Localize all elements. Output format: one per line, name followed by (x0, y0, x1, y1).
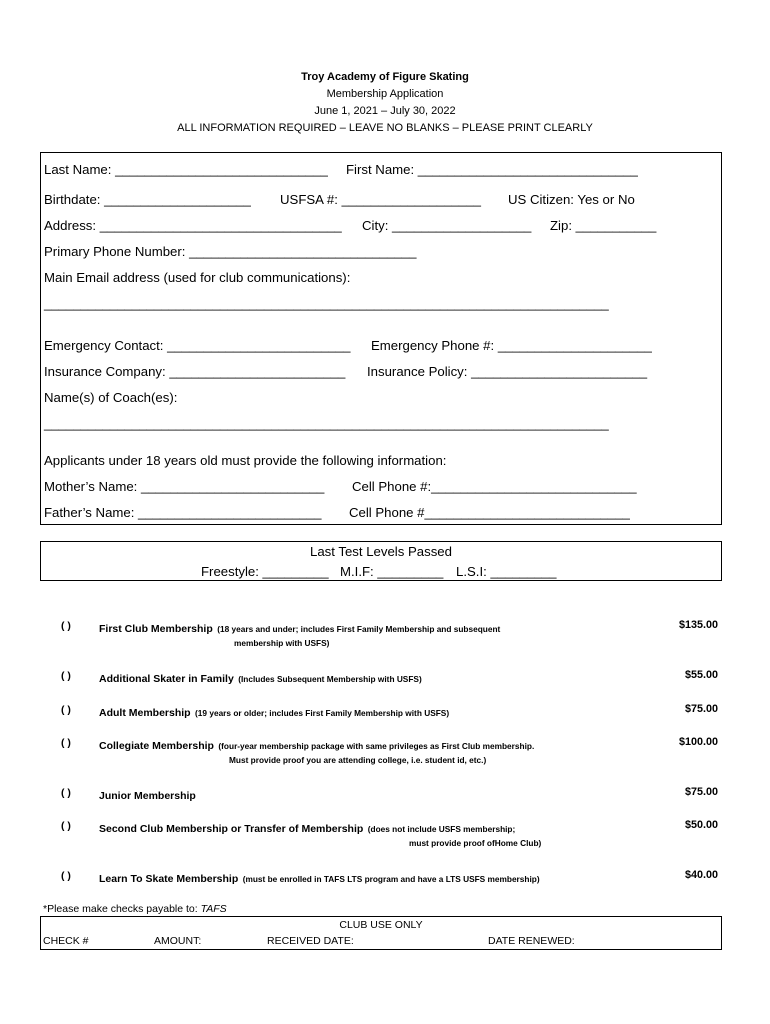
membership-desc-2: Must provide proof you are attending college, i.e. student id, etc.) (229, 755, 487, 765)
membership-price: $75.00 (684, 703, 718, 715)
check-number-label: CHECK # (43, 935, 89, 947)
checkbox-second-club[interactable]: ( ) (61, 820, 71, 832)
membership-title: First Club Membership (99, 623, 213, 635)
last-name-field[interactable]: Last Name: _____________________________ (44, 162, 328, 177)
membership-title: Junior Membership (99, 790, 196, 802)
membership-title: Adult Membership (99, 707, 191, 719)
checkbox-additional-skater[interactable]: ( ) (61, 670, 71, 682)
amount-label: AMOUNT: (154, 935, 202, 947)
membership-title: Learn To Skate Membership (99, 873, 239, 885)
membership-desc-2: must provide proof ofHome Club) (409, 838, 542, 848)
checkbox-first-club[interactable]: ( ) (61, 620, 71, 632)
date-renewed-label: DATE RENEWED: (488, 935, 575, 947)
payee: TAFS (200, 903, 227, 915)
membership-desc: (Includes Subsequent Membership with USFS) (238, 674, 422, 684)
emergency-contact-field[interactable]: Emergency Contact: _________________________ (44, 338, 351, 353)
primary-phone-field[interactable]: Primary Phone Number: _______________________________ (44, 244, 417, 259)
checkbox-adult[interactable]: ( ) (61, 704, 71, 716)
membership-price: $135.00 (678, 619, 718, 631)
city-field[interactable]: City: ___________________ (362, 218, 532, 233)
checkbox-learn-to-skate[interactable]: ( ) (61, 870, 71, 882)
membership-price: $75.00 (684, 786, 718, 798)
usfsa-field[interactable]: USFSA #: ___________________ (280, 192, 481, 207)
zip-field[interactable]: Zip: ___________ (550, 218, 657, 233)
membership-desc: (four-year membership package with same privileges as First Club membership. (218, 741, 535, 751)
membership-price: $50.00 (684, 819, 718, 831)
first-name-field[interactable]: First Name: ______________________________ (346, 162, 638, 177)
coach-label: Name(s) of Coach(es): (44, 390, 178, 405)
document-title: Membership Application (326, 88, 444, 100)
org-title: Troy Academy of Figure Skating (301, 71, 469, 83)
citizen-field[interactable]: US Citizen: Yes or No (508, 192, 635, 207)
membership-desc: (does not include USFS membership; (367, 824, 516, 834)
membership-title: Second Club Membership or Transfer of Membership (99, 823, 364, 835)
membership-price: $100.00 (678, 736, 718, 748)
checkbox-junior[interactable]: ( ) (61, 787, 71, 799)
lsi-field[interactable]: L.S.I: _________ (456, 564, 557, 579)
membership-title: Additional Skater in Family (99, 673, 234, 685)
father-cell-field[interactable]: Cell Phone #____________________________ (349, 505, 630, 520)
checks-note-text: *Please make checks payable to: (43, 903, 201, 915)
email-label: Main Email address (used for club communications): (44, 270, 351, 285)
mother-name-field[interactable]: Mother’s Name: _________________________ (44, 479, 325, 494)
membership-price: $40.00 (684, 869, 718, 881)
membership-desc: (must be enrolled in TAFS LTS program and have a LTS USFS membership) (242, 874, 540, 884)
checks-note (43, 903, 227, 915)
club-use-title: CLUB USE ONLY (339, 919, 423, 931)
checkbox-collegiate[interactable]: ( ) (61, 737, 71, 749)
emergency-phone-field[interactable]: Emergency Phone #: _____________________ (371, 338, 652, 353)
insurance-policy-field[interactable]: Insurance Policy: ________________________ (367, 364, 648, 379)
membership-title: Collegiate Membership (99, 740, 214, 752)
address-field[interactable]: Address: _________________________________ (44, 218, 342, 233)
birthdate-field[interactable]: Birthdate: ____________________ (44, 192, 251, 207)
membership-desc: (18 years and under; includes First Family Membership and subsequent (217, 624, 501, 634)
membership-price: $55.00 (684, 669, 718, 681)
father-name-field[interactable]: Father’s Name: _________________________ (44, 505, 322, 520)
minor-note: Applicants under 18 years old must provide the following information: (44, 453, 447, 468)
date-range: June 1, 2021 – July 30, 2022 (314, 105, 456, 117)
freestyle-field[interactable]: Freestyle: _________ (201, 564, 329, 579)
received-date-label: RECEIVED DATE: (267, 935, 354, 947)
instructions-notice: ALL INFORMATION REQUIRED – LEAVE NO BLANKS – PLEASE PRINT CLEARLY (177, 122, 593, 134)
test-levels-title: Last Test Levels Passed (310, 544, 452, 559)
insurance-company-field[interactable]: Insurance Company: ________________________ (44, 364, 346, 379)
mif-field[interactable]: M.I.F: _________ (340, 564, 444, 579)
membership-desc: (19 years or older; includes First Family Membership with USFS) (195, 708, 450, 718)
membership-desc-2: membership with USFS) (234, 638, 330, 648)
mother-cell-field[interactable]: Cell Phone #:____________________________ (352, 479, 637, 494)
coach-field[interactable]: _____________________________________________________________________________ (44, 416, 609, 431)
email-field[interactable]: _____________________________________________________________________________ (44, 296, 609, 311)
